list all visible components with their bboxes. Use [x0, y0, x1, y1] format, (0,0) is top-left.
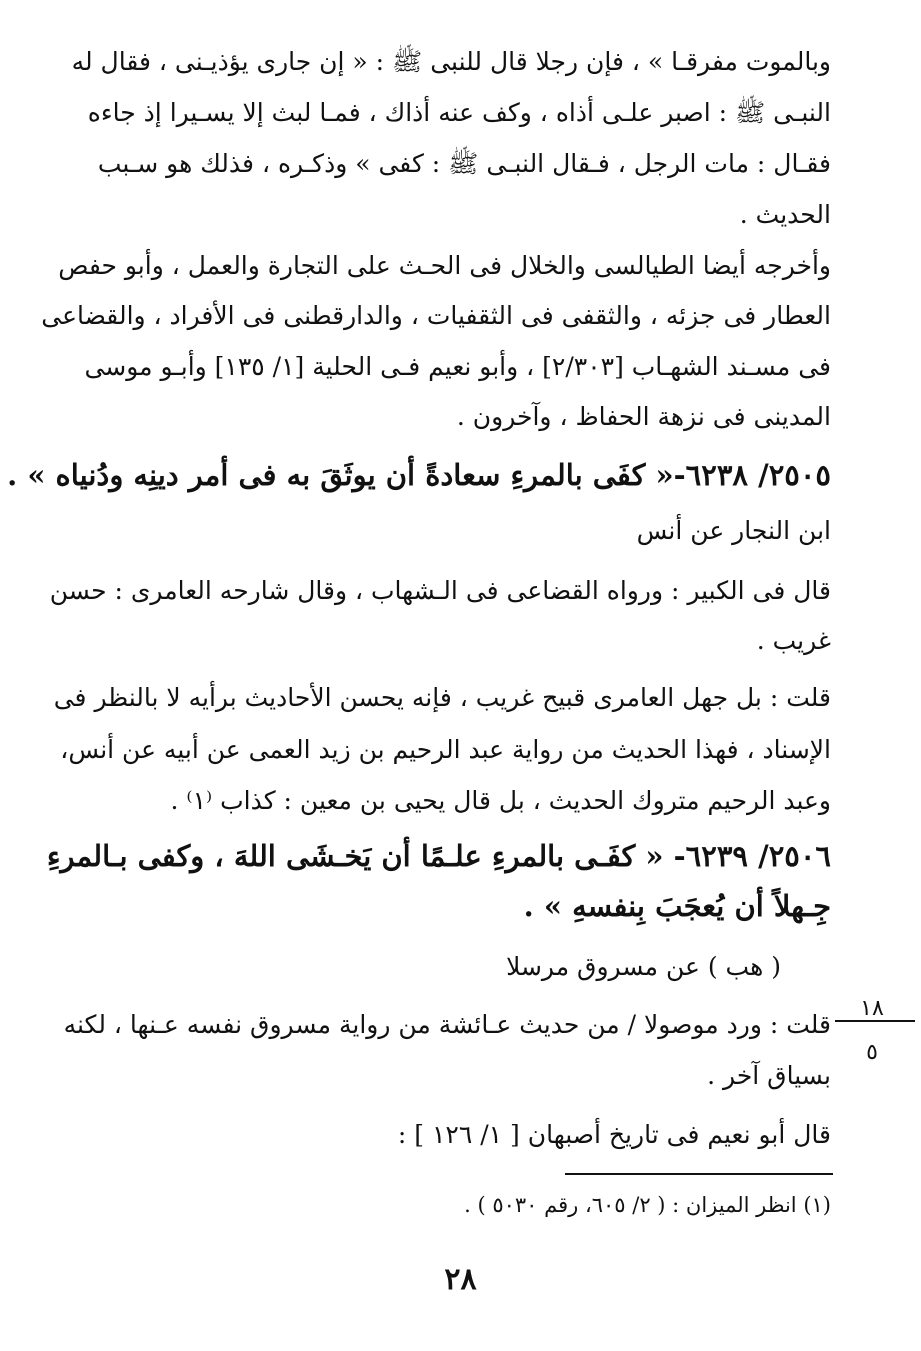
text-line-19: قلت : ورد موصولا / من حديث عـائشة من رواية مسروق نفسه عـنها ، لكنه: [63, 1010, 831, 1039]
hadith-6239-cont: جِـهلاً أن يُعجَبَ بِنفسهِ » .: [523, 889, 831, 923]
text-line-1: وبالموت مفرقـا » ، فإن رجلا قال للنبى ﷺ : « إن جارى يؤذيـنى ، فقال له: [71, 47, 831, 76]
text-line-13: قلت : بل جهل العامرى قبيح غريب ، فإنه يحسن الأحاديث برأيه لا بالنظر فى: [53, 683, 831, 712]
hadith-6238: ٢٥٠٥/ ٦٢٣٨-« كفَى بالمرءِ سعادةً أن يوثَقَ به فى أمر دينِه ودُنياه » .: [7, 458, 831, 492]
text-line-12: غريب .: [756, 626, 831, 655]
margin-divider: [835, 1020, 915, 1022]
page-number: ٢٨: [444, 1262, 477, 1297]
margin-folio-top: ١٨: [860, 996, 884, 1021]
text-line-3: فقـال : مات الرجل ، فـقال النبـى ﷺ : كفى » وذكـره ، فذلك هو سـبب: [97, 149, 831, 178]
hadith-6239: ٢٥٠٦/ ٦٢٣٩- « كفَـى بالمرءِ علـمًا أن يَخـشَى اللهَ ، وكفى بـالمرءِ: [46, 839, 831, 873]
text-line-6: العطار فى جزئه ، والثقفى فى الثقفيات ، والدارقطنى فى الأفراد ، والقضاعى: [41, 301, 831, 330]
margin-folio-bottom: ٥: [866, 1040, 878, 1065]
text-line-2: النبـى ﷺ : اصبر علـى أذاه ، وكف عنه أذاك ، فمـا لبث إلا يسـيرا إذ جاءه: [87, 98, 831, 127]
text-line-5: وأخرجه أيضا الطيالسى والخلال فى الحـث على التجارة والعمل ، وأبو حفص: [58, 251, 831, 280]
text-line-15: وعبد الرحيم متروك الحديث ، بل قال يحيى بن معين : كذاب ⁽١⁾ .: [170, 786, 831, 815]
text-line-21: قال أبو نعيم فى تاريخ أصبهان [ ١/ ١٢٦ ] :: [397, 1120, 831, 1149]
hadith-6239-source: ( هب ) عن مسروق مرسلا: [506, 952, 781, 981]
text-line-20: بسياق آخر .: [707, 1061, 831, 1090]
text-line-14: الإسناد ، فهذا الحديث من رواية عبد الرحيم بن زيد العمى عن أبيه عن أنس،: [60, 735, 831, 764]
text-line-8: المدينى فى نزهة الحفاظ ، وآخرون .: [456, 402, 831, 431]
hadith-6238-source: ابن النجار عن أنس: [636, 516, 831, 545]
text-line-4: الحديث .: [739, 200, 831, 229]
footnote-separator: [565, 1173, 833, 1175]
text-line-7: فى مسـند الشهـاب [٢/٣٠٣] ، وأبو نعيم فـى الحلية [١/ ١٣٥] وأبـو موسى: [84, 352, 831, 381]
footnote: (١) انظر الميزان : ( ٢/ ٦٠٥، رقم ٥٠٣٠ ) .: [464, 1193, 831, 1217]
text-line-11: قال فى الكبير : ورواه القضاعى فى الـشهاب ، وقال شارحه العامرى : حسن: [49, 576, 831, 605]
